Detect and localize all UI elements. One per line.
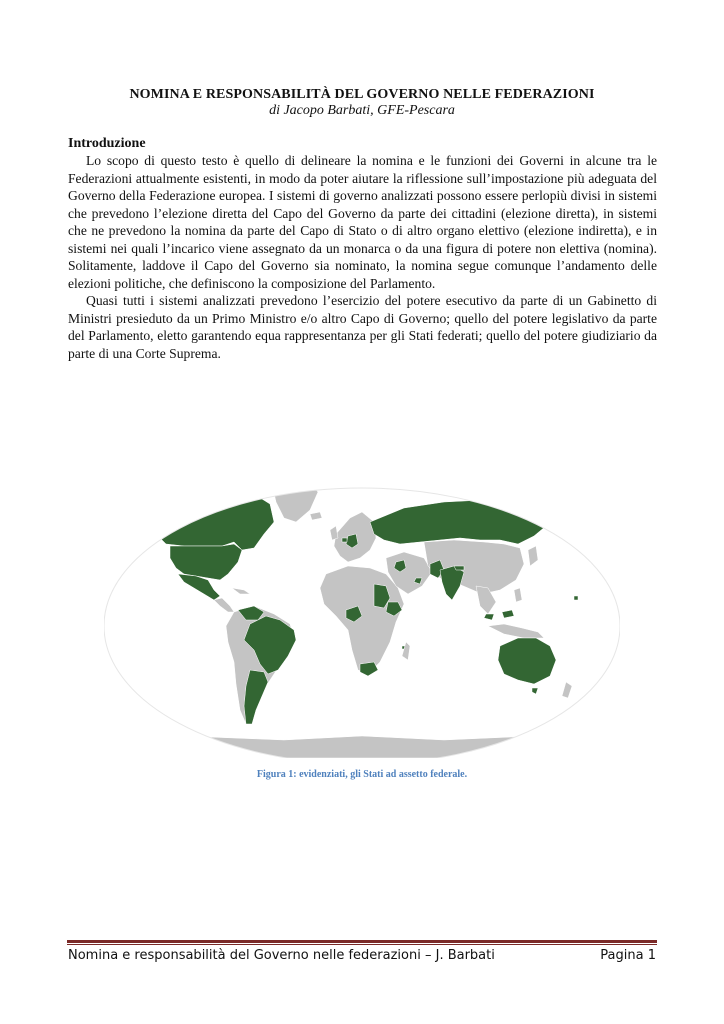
world-map-figure bbox=[104, 478, 620, 758]
paragraph-1: Lo scopo di questo testo è quello di delineare la nomina e le funzioni dei Governi in alcune tra le Federazioni attualmente esistenti, in modo da poter aiutare la riflessione sull’impostazione più adeguata del Governo della Federazione europea. I sistemi di governo analizzati possono essere perlopiù divisi in sistemi che prevedono l’elezione diretta del Capo del Governo da parte dei cittadini (elezione diretta), in sistemi che ne prevedono la nomina da parte del Capo di Stato o di altro organo elettivo (elezione indiretta), e in sistemi nei quali l’incarico viene assegnato da un monarca o da una figura di potere non elettiva (nomina). Solitamente, laddove il Capo del Governo sia nominato, la nomina segue comunque l’andamento delle elezioni politiche, che definiscono la composizione del Parlamento. bbox=[68, 153, 657, 291]
footer-rule-thin bbox=[67, 944, 657, 945]
document-title: NOMINA E RESPONSABILITÀ DEL GOVERNO NELLE FEDERAZIONI bbox=[129, 87, 595, 102]
antarctica bbox=[104, 736, 620, 758]
belgium bbox=[342, 538, 347, 542]
footer-rule-thick bbox=[67, 940, 657, 943]
figure-caption: Figura 1: evidenziati, gli Stati ad assetto federale. bbox=[256, 769, 468, 780]
nepal bbox=[454, 566, 464, 570]
section-heading: Introduzione bbox=[68, 136, 146, 151]
micronesia bbox=[574, 596, 578, 600]
paragraph-2: Quasi tutti i sistemi analizzati prevedono l’esercizio del potere esecutivo da parte di un Gabinetto di Ministri presieduto da un Primo Ministro e/o altro Capo di Governo; quello del potere legislativo da parte del Parlamento, eletto garantendo equa rappresentanza per gli Stati federati; quello del potere giudiziario da parte di una Corte Suprema. bbox=[68, 293, 657, 361]
body-text bbox=[68, 152, 657, 362]
document-author: di Jacopo Barbati, GFE-Pescara bbox=[269, 103, 455, 118]
page-number: Pagina 1 bbox=[600, 948, 656, 963]
footer-title: Nomina e responsabilità del Governo nelle federazioni – J. Barbati bbox=[68, 948, 495, 963]
